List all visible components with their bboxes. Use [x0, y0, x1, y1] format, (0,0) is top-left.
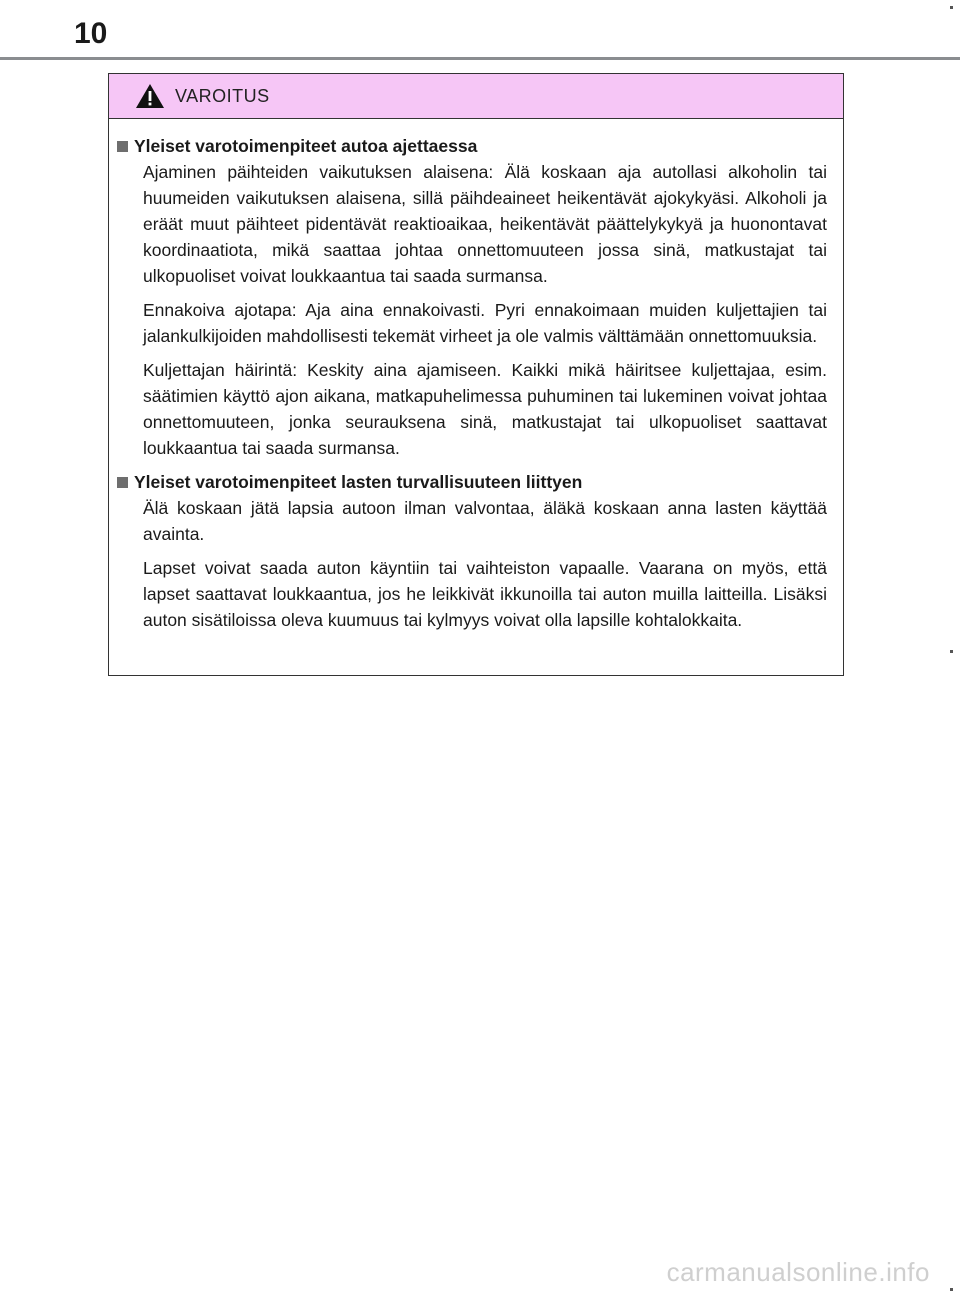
section-heading-text: Yleiset varotoimenpiteet autoa ajettaessa: [134, 136, 478, 156]
paragraph-impaired-driving: Ajaminen päihteiden vaikutuksen alaisena: Älä koskaan aja autollasi alkoholin tai huumeiden vaikutuksen alaisena, sillä päihdeaineet heikentävät ajokykyäsi. Alkoholi ja eräät muut päihteet pidentävät reaktioaikaa, heikentävät päättelykykyä ja huonontavat koordinaatiota, mikä saattaa johtaa onnettomuuteen jossa sinä, matkustajat tai ulkopuoliset voivat loukkaantua tai saada surmansa.: [143, 162, 827, 286]
square-bullet-icon: [117, 477, 128, 488]
square-bullet-icon: [117, 141, 128, 152]
crop-mark-top: [950, 6, 953, 9]
section-heading: [117, 133, 827, 159]
crop-mark-middle: [950, 650, 953, 653]
paragraph-defensive-driving: Ennakoiva ajotapa: Aja aina ennakoivasti. Pyri ennakoimaan muiden kuljettajien tai jalankulkijoiden mahdollisesti tekemät virheet ja ole valmis välttämään onnettomuuksia.: [143, 300, 827, 346]
watermark: carmanualsonline.info: [666, 1257, 930, 1287]
warning-title: VAROITUS: [175, 85, 270, 106]
section-heading-text: Yleiset varotoimenpiteet lasten turvallisuuteen liittyen: [134, 472, 583, 492]
page-number: 10: [74, 17, 108, 50]
warning-box: [108, 73, 844, 676]
warning-triangle-icon: [135, 83, 165, 109]
crop-mark-bottom: [950, 1288, 953, 1291]
section-heading: [117, 469, 827, 495]
warning-body: [109, 119, 843, 633]
warning-header: [109, 74, 843, 119]
paragraph-driver-distraction: Kuljettajan häirintä: Keskity aina ajamiseen. Kaikki mikä häiritsee kuljettajaa, esim. säätimien käyttö ajon aikana, matkapuhelimessa puhuminen tai lukeminen voivat johtaa onnettomuuteen, jonka seurauksena sinä, matkustajat tai ulkopuoliset saattavat loukkaantua tai saada surmansa.: [143, 360, 827, 458]
header-rule: [0, 57, 960, 60]
section-driving-precautions: [117, 133, 827, 461]
section-child-safety: [117, 469, 827, 633]
paragraph-children-unattended: Älä koskaan jätä lapsia autoon ilman valvontaa, äläkä koskaan anna lasten käyttää avainta.: [143, 498, 827, 544]
paragraph-children-risks: Lapset voivat saada auton käyntiin tai vaihteiston vapaalle. Vaarana on myös, että lapset saattavat loukkaantua, jos he leikkivät ikkunoilla tai auton muilla laitteilla. Lisäksi auton sisätiloissa oleva kuumuus tai kylmyys voivat olla lapsille kohtalokkaita.: [143, 558, 827, 630]
